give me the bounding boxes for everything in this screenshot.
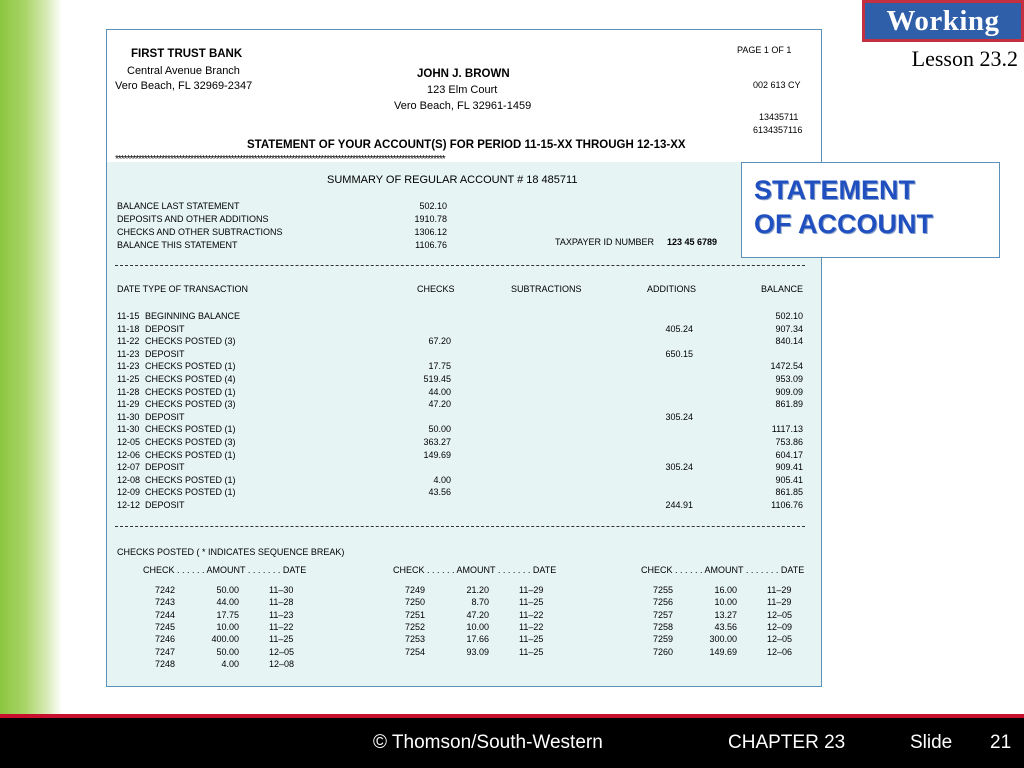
txn-checks: 17.75 <box>428 361 451 372</box>
check-date: 11–25 <box>519 634 544 645</box>
check-amount: 149.69 <box>709 646 737 657</box>
txn-balance: 953.09 <box>775 374 803 384</box>
txn-date: 11-23 <box>117 361 140 372</box>
check-amount: 47.20 <box>466 609 489 620</box>
txn-date: 12-09 <box>117 487 141 498</box>
customer-street: 123 Elm Court <box>427 84 498 96</box>
check-date: 11–29 <box>767 597 792 608</box>
checks-col-header: CHECK . . . . . . AMOUNT . . . . . . . DATE <box>393 565 557 575</box>
checks-col-header: CHECK . . . . . . AMOUNT . . . . . . . DATE <box>641 565 805 575</box>
check-date: 11–22 <box>519 621 544 632</box>
checks-posted-title: CHECKS POSTED ( * INDICATES SEQUENCE BREAK) <box>117 547 345 557</box>
check-number: 7250 <box>405 597 426 608</box>
txn-balance: 907.34 <box>775 323 803 334</box>
reference-number-2: 6134357116 <box>753 125 803 135</box>
taxpayer-label: TAXPAYER ID NUMBER <box>555 237 655 247</box>
txn-checks: 519.45 <box>423 374 451 384</box>
bank-name: FIRST TRUST BANK <box>131 48 243 60</box>
txn-balance: 909.09 <box>775 386 803 397</box>
txn-type: DEPOSIT <box>145 462 185 473</box>
footer-slide-number: 21 <box>990 732 1012 753</box>
txn-additions: 244.91 <box>665 500 693 510</box>
summary-label: CHECKS AND OTHER SUBTRACTIONS <box>117 227 283 237</box>
check-amount: 10.00 <box>216 621 239 632</box>
txn-date: 11-28 <box>117 386 140 397</box>
txn-balance: 1472.54 <box>770 361 803 372</box>
dashed-separator <box>115 526 805 527</box>
txn-checks: 67.20 <box>428 336 451 347</box>
check-number: 7258 <box>653 621 674 632</box>
check-date: 11–25 <box>519 597 544 608</box>
check-amount: 16.00 <box>714 585 737 595</box>
txn-balance: 840.14 <box>775 336 803 347</box>
check-date: 11–29 <box>767 585 792 595</box>
txn-checks: 149.69 <box>423 449 451 460</box>
callout-line-1: STATEMENT <box>754 175 915 205</box>
check-amount: 4.00 <box>221 658 239 669</box>
dashed-separator <box>115 265 805 266</box>
txn-additions: 650.15 <box>665 348 693 359</box>
check-number: 7242 <box>155 585 176 595</box>
txn-date: 11-15 <box>117 311 140 321</box>
check-number: 7249 <box>405 585 426 595</box>
summary-value: 1306.12 <box>414 227 447 237</box>
txn-date: 11-18 <box>117 323 140 334</box>
lesson-label: Lesson 23.2 <box>911 46 1018 71</box>
summary-title: SUMMARY OF REGULAR ACCOUNT # 18 485711 <box>327 174 578 186</box>
check-amount: 21.20 <box>466 585 489 595</box>
summary-label: DEPOSITS AND OTHER ADDITIONS <box>117 214 269 224</box>
txn-header-additions: ADDITIONS <box>647 284 697 294</box>
txn-type: CHECKS POSTED (1) <box>145 474 236 485</box>
statement-of-account-callout <box>741 162 1000 258</box>
txn-type: DEPOSIT <box>145 323 185 334</box>
txn-additions: 405.24 <box>665 323 693 334</box>
working-badge <box>862 0 1024 42</box>
customer-city: Vero Beach, FL 32961-1459 <box>394 100 532 112</box>
txn-checks: 43.56 <box>428 487 451 498</box>
txn-balance: 905.41 <box>775 474 803 485</box>
txn-checks: 50.00 <box>428 424 451 435</box>
check-number: 7257 <box>653 609 674 620</box>
check-number: 7245 <box>155 621 176 632</box>
txn-type: CHECKS POSTED (3) <box>145 437 236 447</box>
txn-date: 12-08 <box>117 474 141 485</box>
txn-balance: 753.86 <box>775 437 803 447</box>
txn-header-checks: CHECKS <box>417 284 455 294</box>
check-date: 12–09 <box>767 621 793 632</box>
check-number: 7260 <box>653 646 674 657</box>
txn-balance: 909.41 <box>775 462 803 473</box>
check-amount: 400.00 <box>211 634 239 645</box>
check-amount: 8.70 <box>471 597 489 608</box>
txn-type: CHECKS POSTED (3) <box>145 336 236 347</box>
check-amount: 17.66 <box>466 634 489 645</box>
txn-type: CHECKS POSTED (3) <box>145 399 236 410</box>
txn-balance: 861.89 <box>775 399 803 410</box>
footer-bar <box>0 718 1024 768</box>
check-date: 11–30 <box>269 585 294 595</box>
check-number: 7247 <box>155 646 176 657</box>
check-date: 11–29 <box>519 585 544 595</box>
txn-additions: 305.24 <box>665 462 693 473</box>
check-amount: 10.00 <box>466 621 489 632</box>
txn-header-date-type: DATE TYPE OF TRANSACTION <box>117 284 249 294</box>
check-amount: 93.09 <box>466 646 489 657</box>
txn-type: CHECKS POSTED (1) <box>145 386 236 397</box>
txn-date: 11-30 <box>117 411 140 422</box>
check-amount: 300.00 <box>709 634 737 645</box>
account-code: 002 613 CY <box>753 80 801 90</box>
working-badge-text: Working <box>865 3 1021 39</box>
check-date: 11–22 <box>269 621 294 632</box>
check-number: 7259 <box>653 634 674 645</box>
txn-date: 11-29 <box>117 399 140 410</box>
txn-checks: 47.20 <box>428 399 451 410</box>
txn-type: DEPOSIT <box>145 500 185 510</box>
txn-type: CHECKS POSTED (1) <box>145 361 236 372</box>
callout-text <box>754 173 987 241</box>
txn-type: CHECKS POSTED (1) <box>145 449 236 460</box>
checks-col-header: CHECK . . . . . . AMOUNT . . . . . . . DATE <box>143 565 307 575</box>
summary-value: 1910.78 <box>414 214 447 224</box>
bank-city: Vero Beach, FL 32969-2347 <box>115 80 253 92</box>
bank-statement-document <box>106 29 822 687</box>
check-date: 12–05 <box>767 634 793 645</box>
check-amount: 10.00 <box>714 597 737 608</box>
check-amount: 50.00 <box>216 646 239 657</box>
customer-name: JOHN J. BROWN <box>417 68 510 80</box>
star-separator: ****************************************************************************************************************** <box>115 154 445 165</box>
check-number: 7253 <box>405 634 426 645</box>
check-date: 11–28 <box>269 597 294 608</box>
left-green-strip <box>0 0 62 714</box>
check-number: 7256 <box>653 597 674 608</box>
check-amount: 13.27 <box>714 609 737 620</box>
txn-header-balance: BALANCE <box>761 284 804 294</box>
check-number: 7252 <box>405 621 426 632</box>
txn-date: 11-23 <box>117 348 140 359</box>
bank-branch: Central Avenue Branch <box>127 65 240 77</box>
check-number: 7251 <box>405 609 426 620</box>
check-amount: 43.56 <box>714 621 737 632</box>
txn-date: 12-05 <box>117 437 141 447</box>
txn-balance: 502.10 <box>775 311 803 321</box>
txn-date: 12-12 <box>117 500 141 510</box>
callout-line-2: OF ACCOUNT <box>754 209 933 239</box>
txn-date: 11-25 <box>117 374 140 384</box>
summary-label: BALANCE LAST STATEMENT <box>117 201 240 211</box>
summary-value: 502.10 <box>419 201 447 211</box>
footer-copyright: © Thomson/South-Western <box>373 732 603 753</box>
reference-number-1: 13435711 <box>759 112 799 122</box>
txn-balance: 861.85 <box>775 487 803 498</box>
txn-balance: 1117.13 <box>771 424 803 435</box>
statement-title: STATEMENT OF YOUR ACCOUNT(S) FOR PERIOD 11-15-XX THROUGH 12-13-XX <box>247 139 686 151</box>
check-number: 7254 <box>405 646 426 657</box>
check-date: 11–23 <box>269 609 294 620</box>
check-date: 11–25 <box>269 634 294 645</box>
check-number: 7248 <box>155 658 176 669</box>
txn-balance: 604.17 <box>775 449 803 460</box>
check-number: 7244 <box>155 609 176 620</box>
check-date: 12–05 <box>269 646 295 657</box>
footer-chapter: CHAPTER 23 <box>728 732 846 753</box>
taxpayer-id: 123 45 6789 <box>667 237 718 247</box>
summary-label: BALANCE THIS STATEMENT <box>117 240 238 250</box>
txn-date: 12-07 <box>117 462 141 473</box>
check-date: 12–05 <box>767 609 793 620</box>
check-date: 12–08 <box>269 658 295 669</box>
txn-additions: 305.24 <box>665 411 693 422</box>
check-number: 7243 <box>155 597 176 608</box>
txn-date: 12-06 <box>117 449 141 460</box>
summary-value: 1106.76 <box>415 240 447 250</box>
txn-type: CHECKS POSTED (1) <box>145 424 236 435</box>
txn-type: DEPOSIT <box>145 348 185 359</box>
txn-type: DEPOSIT <box>145 411 185 422</box>
check-number: 7246 <box>155 634 176 645</box>
txn-balance: 1106.76 <box>771 500 803 510</box>
txn-date: 11-22 <box>117 336 140 347</box>
txn-checks: 4.00 <box>433 474 451 485</box>
txn-type: CHECKS POSTED (4) <box>145 374 236 384</box>
check-amount: 44.00 <box>216 597 239 608</box>
txn-checks: 363.27 <box>423 437 451 447</box>
page-info: PAGE 1 OF 1 <box>737 45 792 55</box>
check-date: 11–22 <box>519 609 544 620</box>
txn-header-subtractions: SUBTRACTIONS <box>511 284 582 294</box>
check-date: 12–06 <box>767 646 793 657</box>
txn-type: CHECKS POSTED (1) <box>145 487 236 498</box>
check-date: 11–25 <box>519 646 544 657</box>
txn-type: BEGINNING BALANCE <box>145 311 241 321</box>
check-amount: 17.75 <box>216 609 239 620</box>
check-amount: 50.00 <box>216 585 239 595</box>
footer-slide-label: Slide <box>910 732 953 753</box>
txn-date: 11-30 <box>117 424 140 435</box>
txn-checks: 44.00 <box>428 386 451 397</box>
check-number: 7255 <box>653 585 674 595</box>
